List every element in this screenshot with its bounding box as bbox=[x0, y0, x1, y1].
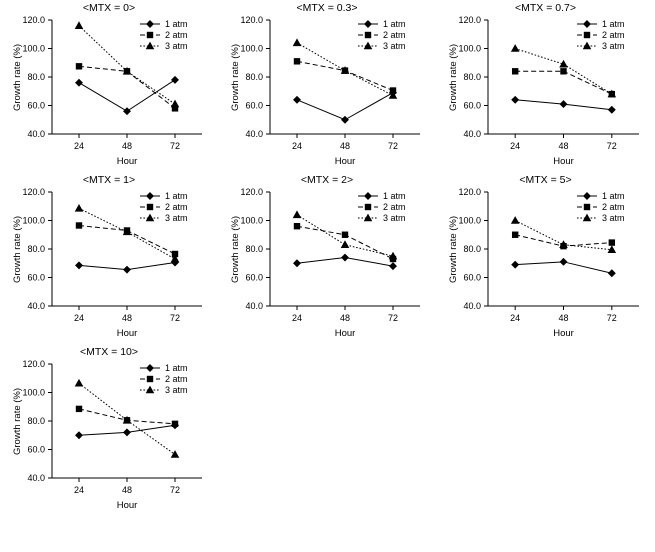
svg-text:40.0: 40.0 bbox=[463, 129, 481, 140]
svg-text:40.0: 40.0 bbox=[463, 301, 481, 312]
y-axis-label: Growth rate (%) bbox=[12, 43, 23, 111]
svg-text:2 atm: 2 atm bbox=[165, 30, 188, 41]
svg-text:72: 72 bbox=[169, 485, 181, 495]
svg-text:80.0: 80.0 bbox=[27, 72, 45, 83]
svg-text:40.0: 40.0 bbox=[27, 473, 45, 484]
svg-text:48: 48 bbox=[121, 313, 133, 323]
chart-panel bbox=[0, 172, 218, 344]
svg-text:120.0: 120.0 bbox=[240, 15, 263, 26]
svg-text:48: 48 bbox=[558, 141, 569, 151]
svg-text:24: 24 bbox=[291, 141, 303, 151]
svg-text:72: 72 bbox=[387, 141, 399, 151]
svg-text:3 atm: 3 atm bbox=[165, 41, 188, 52]
svg-text:60.0: 60.0 bbox=[463, 100, 481, 111]
svg-text:100.0: 100.0 bbox=[240, 43, 263, 54]
y-axis-label: Growth rate (%) bbox=[448, 43, 459, 111]
svg-text:24: 24 bbox=[73, 141, 85, 151]
svg-text:100.0: 100.0 bbox=[458, 43, 481, 54]
svg-text:120.0: 120.0 bbox=[458, 187, 481, 198]
svg-text:120.0: 120.0 bbox=[22, 15, 45, 26]
svg-text:40.0: 40.0 bbox=[245, 301, 263, 312]
svg-text:1 atm: 1 atm bbox=[602, 191, 625, 202]
panel-title: <MTX = 0.7> bbox=[515, 2, 576, 14]
y-axis-label: Growth rate (%) bbox=[230, 43, 241, 111]
svg-text:2 atm: 2 atm bbox=[165, 374, 188, 385]
x-axis-label: Hour bbox=[553, 156, 574, 167]
svg-text:80.0: 80.0 bbox=[27, 244, 45, 255]
svg-text:24: 24 bbox=[510, 141, 521, 151]
svg-text:1 atm: 1 atm bbox=[165, 191, 188, 202]
y-axis-label: Growth rate (%) bbox=[12, 387, 23, 455]
svg-text:80.0: 80.0 bbox=[245, 72, 263, 83]
svg-text:3 atm: 3 atm bbox=[602, 41, 625, 52]
svg-text:80.0: 80.0 bbox=[463, 72, 481, 83]
svg-text:60.0: 60.0 bbox=[463, 272, 481, 283]
svg-text:3 atm: 3 atm bbox=[165, 385, 188, 396]
svg-text:100.0: 100.0 bbox=[458, 215, 481, 226]
svg-text:72: 72 bbox=[169, 313, 181, 323]
panel-title: <MTX = 1> bbox=[82, 174, 136, 186]
y-axis-label: Growth rate (%) bbox=[230, 215, 241, 283]
svg-text:120.0: 120.0 bbox=[240, 187, 263, 198]
chart-panel bbox=[436, 172, 655, 344]
svg-text:40.0: 40.0 bbox=[245, 129, 263, 140]
svg-text:2 atm: 2 atm bbox=[165, 202, 188, 213]
svg-text:72: 72 bbox=[169, 141, 181, 151]
svg-text:120.0: 120.0 bbox=[22, 359, 45, 370]
panel-title: <MTX = 0> bbox=[82, 2, 136, 14]
x-axis-label: Hour bbox=[116, 500, 138, 511]
svg-text:100.0: 100.0 bbox=[240, 215, 263, 226]
svg-text:40.0: 40.0 bbox=[27, 129, 45, 140]
svg-text:3 atm: 3 atm bbox=[383, 213, 406, 224]
svg-text:60.0: 60.0 bbox=[245, 272, 263, 283]
x-axis-label: Hour bbox=[116, 156, 138, 167]
svg-text:3 atm: 3 atm bbox=[383, 41, 406, 52]
panel-title: <MTX = 5> bbox=[519, 174, 572, 186]
svg-text:60.0: 60.0 bbox=[245, 100, 263, 111]
chart-panel bbox=[218, 0, 436, 172]
svg-text:72: 72 bbox=[387, 313, 399, 323]
svg-text:1 atm: 1 atm bbox=[165, 19, 188, 30]
svg-text:24: 24 bbox=[291, 313, 303, 323]
svg-text:60.0: 60.0 bbox=[27, 444, 45, 455]
chart-panel bbox=[436, 0, 655, 172]
svg-text:1 atm: 1 atm bbox=[602, 19, 625, 30]
svg-text:72: 72 bbox=[606, 141, 617, 151]
svg-text:80.0: 80.0 bbox=[245, 244, 263, 255]
svg-text:3 atm: 3 atm bbox=[165, 213, 188, 224]
svg-text:2 atm: 2 atm bbox=[383, 202, 406, 213]
svg-text:48: 48 bbox=[121, 141, 133, 151]
panel-title: <MTX = 2> bbox=[300, 174, 354, 186]
svg-text:48: 48 bbox=[339, 141, 351, 151]
svg-text:24: 24 bbox=[73, 485, 85, 495]
svg-text:24: 24 bbox=[73, 313, 85, 323]
x-axis-label: Hour bbox=[116, 328, 138, 339]
svg-text:80.0: 80.0 bbox=[463, 244, 481, 255]
svg-text:60.0: 60.0 bbox=[27, 272, 45, 283]
x-axis-label: Hour bbox=[334, 328, 356, 339]
svg-text:100.0: 100.0 bbox=[22, 43, 45, 54]
svg-text:1 atm: 1 atm bbox=[383, 191, 406, 202]
y-axis-label: Growth rate (%) bbox=[448, 215, 459, 283]
svg-text:2 atm: 2 atm bbox=[383, 30, 406, 41]
svg-text:2 atm: 2 atm bbox=[602, 30, 625, 41]
y-axis-label: Growth rate (%) bbox=[12, 215, 23, 283]
svg-text:100.0: 100.0 bbox=[22, 215, 45, 226]
svg-text:80.0: 80.0 bbox=[27, 416, 45, 427]
svg-text:2 atm: 2 atm bbox=[602, 202, 625, 213]
svg-text:60.0: 60.0 bbox=[27, 100, 45, 111]
chart-panel bbox=[0, 344, 218, 524]
svg-text:48: 48 bbox=[558, 313, 569, 323]
chart-panel bbox=[218, 172, 436, 344]
x-axis-label: Hour bbox=[553, 328, 574, 339]
svg-text:48: 48 bbox=[339, 313, 351, 323]
x-axis-label: Hour bbox=[334, 156, 356, 167]
chart-panel bbox=[0, 0, 218, 172]
svg-text:120.0: 120.0 bbox=[22, 187, 45, 198]
svg-text:72: 72 bbox=[606, 313, 617, 323]
svg-text:40.0: 40.0 bbox=[27, 301, 45, 312]
panel-title: <MTX = 0.3> bbox=[296, 2, 358, 14]
svg-text:24: 24 bbox=[510, 313, 521, 323]
svg-text:100.0: 100.0 bbox=[22, 387, 45, 398]
svg-text:48: 48 bbox=[121, 485, 133, 495]
svg-text:120.0: 120.0 bbox=[458, 15, 481, 26]
panel-title: <MTX = 10> bbox=[79, 346, 139, 358]
svg-text:1 atm: 1 atm bbox=[383, 19, 406, 30]
svg-text:3 atm: 3 atm bbox=[602, 213, 625, 224]
svg-text:1 atm: 1 atm bbox=[165, 363, 188, 374]
